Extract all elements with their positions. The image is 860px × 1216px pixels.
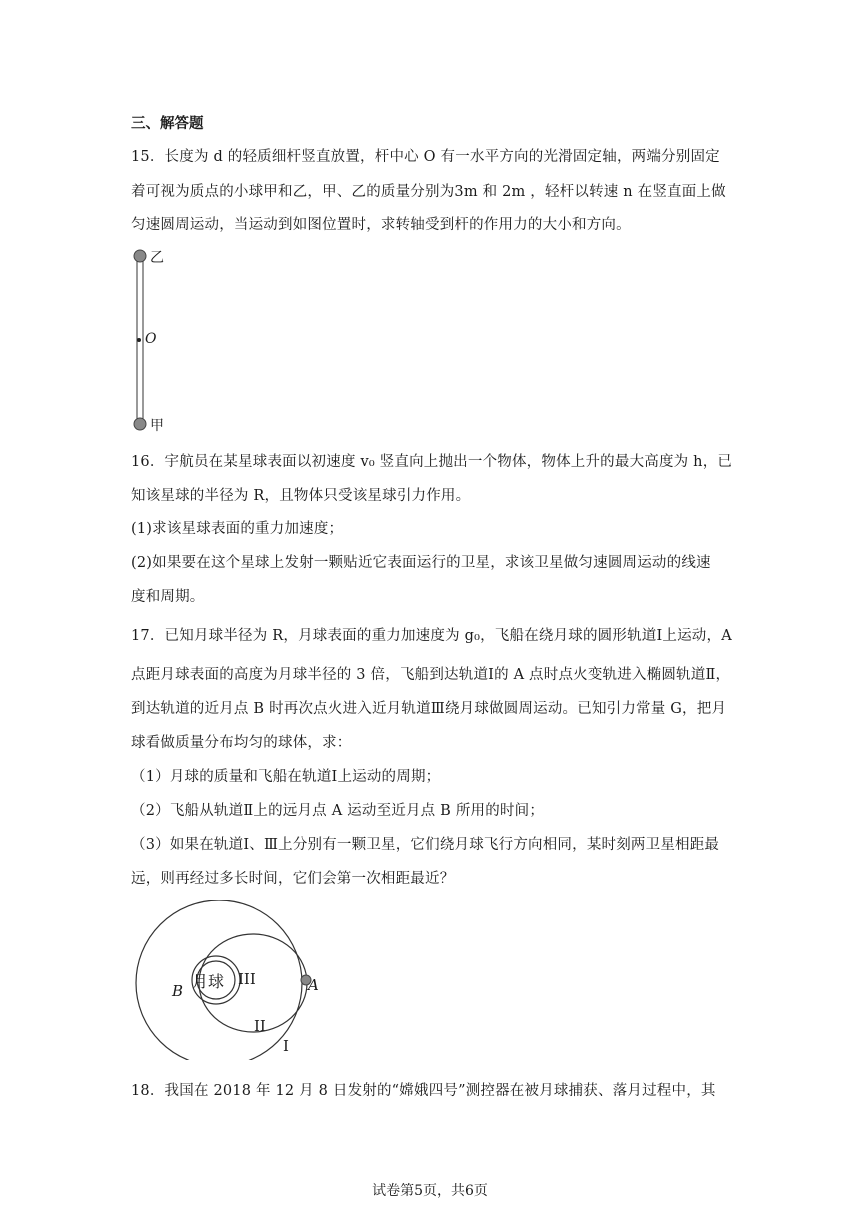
orbit2-label: II xyxy=(254,1017,266,1035)
q17-line-3: 到达轨道的近月点 B 时再次点火进入近月轨道Ⅲ绕月球做圆周运动。已知引力常量 G，把月 xyxy=(131,701,727,717)
q17-line-6: （2）飞船从轨道Ⅱ上的远月点 A 运动至近月点 B 所用的时间； xyxy=(131,803,545,819)
axis-point-o xyxy=(137,338,141,342)
ball-jia xyxy=(134,418,146,430)
rod-figure xyxy=(128,244,188,436)
rod-diagram xyxy=(128,244,188,436)
label-o: O xyxy=(145,331,157,347)
q15-line-3: 匀速圆周运动，当运动到如图位置时，求转轴受到杆的作用力的大小和方向。 xyxy=(131,217,631,233)
q17-line-4: 球看做质量分布均匀的球体，求： xyxy=(131,735,352,751)
page-footer: 试卷第5页，共6页 xyxy=(372,1183,488,1199)
q15-line-1: 15．长度为 d 的轻质细杆竖直放置，杆中心 O 有一水平方向的光滑固定轴，两端分别固定 xyxy=(131,149,720,165)
moon-label: 月球 xyxy=(192,972,225,991)
q16-line-5: 度和周期。 xyxy=(131,589,205,605)
q16-line-3: (1)求该星球表面的重力加速度； xyxy=(131,521,344,537)
q17-line-5: （1）月球的质量和飞船在轨道Ⅰ上运动的周期； xyxy=(131,769,441,785)
q18-line-1: 18．我国在 2018 年 12 月 8 日发射的“嫦娥四号”测控器在被月球捕获、落月过程中，其 xyxy=(131,1083,716,1099)
ball-yi xyxy=(134,250,146,262)
q17-line-1: 17．已知月球半径为 R，月球表面的重力加速度为 g₀，飞船在绕月球的圆形轨道Ⅰ上运动，A xyxy=(131,628,732,644)
orbit3-label: III xyxy=(238,970,256,988)
label-jia: 甲 xyxy=(150,418,164,434)
q15-line-2: 着可视为质点的小球甲和乙，甲、乙的质量分别为3m 和 2m ，轻杆以转速 n 在竖直面上做 xyxy=(131,184,726,200)
point-a-label: A xyxy=(308,976,319,994)
q16-line-2: 知该星球的半径为 R，且物体只受该星球引力作用。 xyxy=(131,488,471,504)
section-title: 三、解答题 xyxy=(131,116,204,132)
q17-line-8: 远，则再经过多长时间，它们会第一次相距最近？ xyxy=(131,871,455,887)
orbit1-label: I xyxy=(283,1037,289,1055)
q17-line-7: （3）如果在轨道Ⅰ、Ⅲ上分别有一颗卫星，它们绕月球飞行方向相同，某时刻两卫星相距最 xyxy=(131,837,720,853)
q16-line-1: 16．宇航员在某星球表面以初速度 v₀ 竖直向上抛出一个物体，物体上升的最大高度为 h，已 xyxy=(131,454,733,470)
orbit-figure xyxy=(130,900,340,1060)
point-b-label: B xyxy=(172,982,184,1000)
q17-line-2: 点距月球表面的高度为月球半径的 3 倍，飞船到达轨道Ⅰ的 A 点时点火变轨进入椭圆轨道Ⅱ， xyxy=(131,667,731,683)
q16-line-4: (2)如果要在这个星球上发射一颗贴近它表面运行的卫星，求该卫星做匀速圆周运动的线速 xyxy=(131,555,711,571)
label-yi: 乙 xyxy=(150,250,164,266)
